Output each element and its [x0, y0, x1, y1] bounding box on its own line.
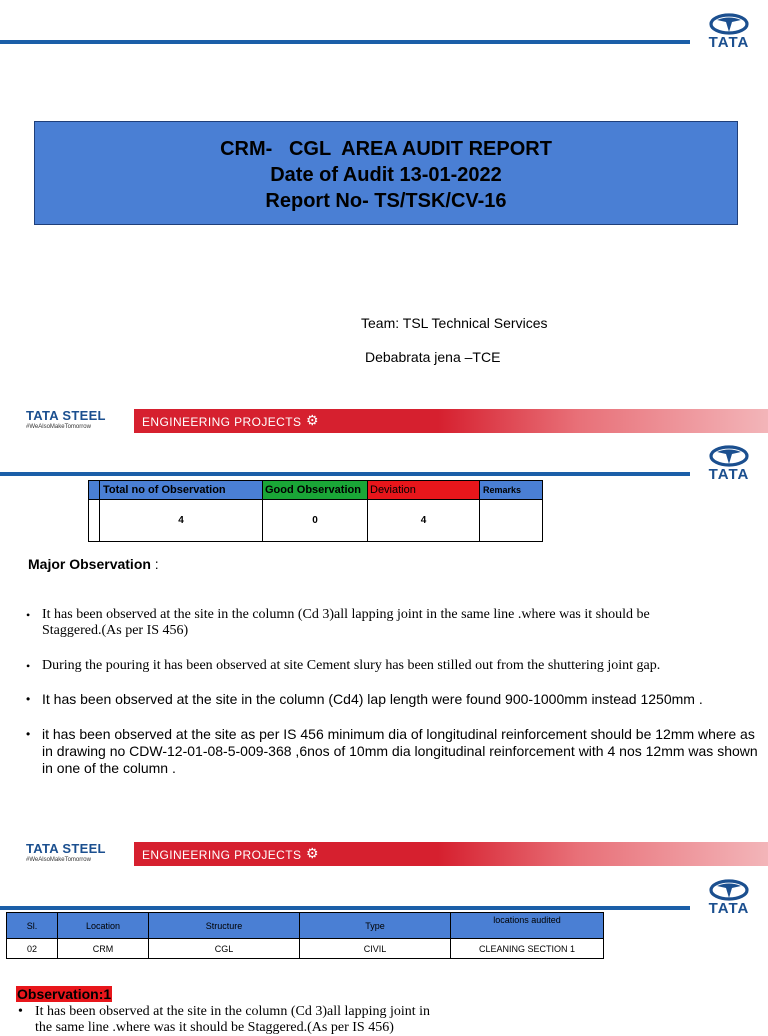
cell-sl: 02: [7, 939, 58, 959]
engineering-projects-label: ENGINEERING PROJECTS: [142, 848, 302, 862]
report-title: CRM- CGL AREA AUDIT REPORT: [220, 138, 552, 160]
bullet-text: It has been observed at the site in the column (Cd 3)all lapping joint in the same line .where was it should be Staggered.(As per IS 456): [42, 607, 650, 638]
cell-locations-audited: CLEANING SECTION 1: [451, 939, 604, 959]
header-sl: Sl.: [7, 913, 58, 939]
footer-banner: [0, 842, 768, 868]
value-remarks: [480, 500, 543, 542]
table-row: [7, 939, 604, 959]
header-type: Type: [300, 913, 451, 939]
header-locations-audited: locations audited: [451, 913, 604, 939]
bullet-text: During the pouring it has been observed at site Cement slury has been stilled out from the shuttering joint gap.: [42, 658, 661, 673]
value-total-observation: 4: [100, 500, 263, 542]
bullet-dot: •: [26, 608, 31, 622]
major-observation-label: Major Observation: [28, 556, 151, 572]
report-title-box: [34, 121, 738, 225]
header-location: Location: [58, 913, 149, 939]
bullet-text-line1: It has been observed at the site in the column (Cd 3)all lapping joint in: [35, 1004, 431, 1019]
team-member: Debabrata jena –TCE: [365, 349, 501, 365]
bullet-text-line2: the same line .where was it should be Staggered.(As per IS 456): [35, 1020, 394, 1035]
engineering-projects-label: ENGINEERING PROJECTS: [142, 415, 302, 429]
major-observation-colon: :: [150, 556, 159, 572]
bullet-dot: •: [26, 727, 31, 741]
header-rule: [0, 40, 690, 44]
tata-steel-brand: [26, 842, 131, 864]
bullet-dot: •: [26, 692, 31, 706]
table-stub-cell: [89, 500, 100, 542]
observation-summary-table: [88, 480, 543, 542]
header-structure: Structure: [149, 913, 300, 939]
tata-logo: [701, 13, 757, 50]
tata-steel-tagline: #WeAlsoMakeTomorrow: [26, 424, 91, 430]
tata-steel-tagline: #WeAlsoMakeTomorrow: [26, 857, 91, 863]
tata-logo-icon: [709, 445, 749, 467]
table-header-row: [7, 913, 604, 939]
report-number: Report No- TS/TSK/CV-16: [265, 190, 507, 212]
value-deviation: 4: [368, 500, 480, 542]
tata-wordmark: TATA: [708, 466, 750, 483]
tata-steel-name: TATA STEEL: [26, 841, 106, 856]
tata-logo-icon: [709, 13, 749, 35]
header-remarks: Remarks: [480, 481, 543, 500]
header-rule: [0, 472, 690, 476]
robot-arm-icon: ⚙: [306, 845, 319, 861]
tata-steel-brand: [26, 409, 131, 431]
header-rule: [0, 906, 690, 910]
bullet-text: it has been observed at the site as per IS 456 minimum dia of longitudinal reinforcement should be 12mm where as in drawing no CDW-12-01-08-5-009-368 ,6nos of 10mm dia longitudinal reinforcement with 4 nos 12mm was shown in one of the column .: [42, 726, 758, 776]
cell-structure: CGL: [149, 939, 300, 959]
tata-wordmark: TATA: [708, 900, 750, 917]
header-deviation: Deviation: [368, 481, 480, 500]
cell-location: CRM: [58, 939, 149, 959]
tata-steel-name: TATA STEEL: [26, 408, 106, 423]
major-observation-heading: [28, 556, 159, 572]
tata-wordmark: TATA: [708, 34, 750, 51]
cell-type: CIVIL: [300, 939, 451, 959]
header-good-observation: Good Observation: [263, 481, 368, 500]
table-row: [89, 500, 543, 542]
header-total-observation: Total no of Observation: [100, 481, 263, 500]
audit-location-table: [6, 912, 604, 959]
robot-arm-icon: ⚙: [306, 412, 319, 428]
tata-logo: [701, 445, 757, 482]
team-label: Team: TSL Technical Services: [361, 315, 548, 331]
tata-logo-icon: [709, 879, 749, 901]
bullet-dot: •: [26, 659, 31, 673]
bullet-text: It has been observed at the site in the column (Cd4) lap length were found 900-1000mm instead 1250mm .: [42, 691, 703, 707]
footer-banner: [0, 409, 768, 435]
observation-label: Observation:1: [17, 986, 112, 1002]
engineering-projects-bar: [134, 409, 768, 433]
tata-logo: [701, 879, 757, 916]
engineering-projects-bar: [134, 842, 768, 866]
table-stub-cell: [89, 481, 100, 500]
audit-date: Date of Audit 13-01-2022: [270, 164, 502, 186]
table-header-row: [89, 481, 543, 500]
value-good-observation: 0: [263, 500, 368, 542]
bullet-dot: •: [18, 1004, 23, 1019]
